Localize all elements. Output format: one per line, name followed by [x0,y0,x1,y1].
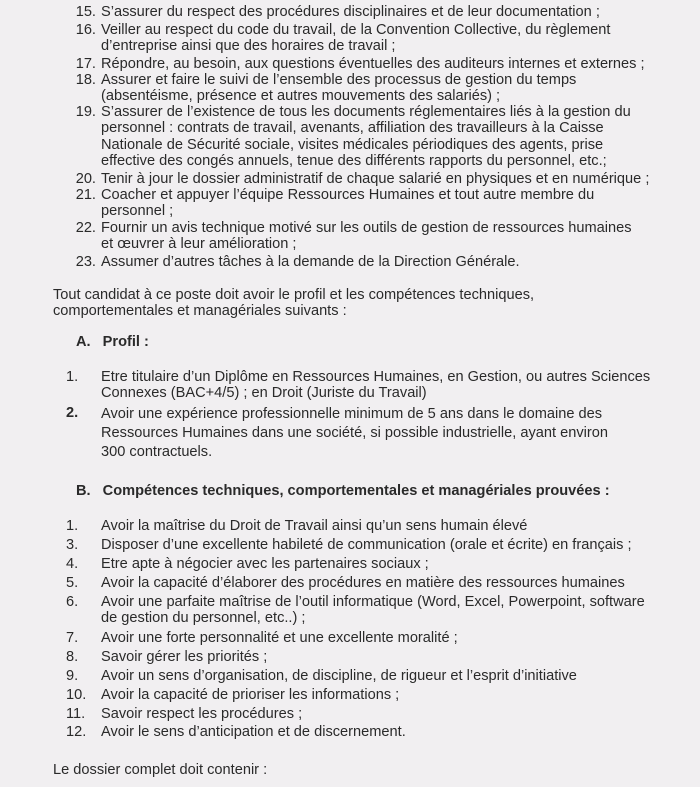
list-item-text: Etre titulaire d’un Diplôme en Ressources Humaines, en Gestion, ou autres Sciences Connexes (BAC+4/5) ; en Droit (Juriste du Travail) [101,369,651,402]
section-b-letter: B. [76,483,91,499]
list-item-text: Etre apte à négocier avec les partenaires sociaux ; [101,556,429,572]
list-item-number: 2. [66,405,79,421]
list-item-number: 7. [66,630,79,646]
list-item-number: 3. [66,537,79,553]
list-item-text: Assumer d’autres tâches à la demande de la Direction Générale. [101,254,520,270]
list-item-number: 23. [75,254,96,270]
list-item-number: 4. [66,556,79,572]
list-item-text: Avoir la maîtrise du Droit de Travail ainsi qu’un sens humain élevé [101,518,528,534]
list-item-number: 1. [66,518,79,534]
closing-line: Le dossier complet doit contenir : [53,762,268,778]
list-item-number: 9. [66,668,79,684]
list-item-number: 8. [66,649,79,665]
list-item-number: 11. [66,706,86,722]
list-item-text: S’assurer de l’existence de tous les documents réglementaires liés à la gestion du personnel : contrats de travail, avenants, affiliation des travailleurs à la Caisse Nationale de Sécurité sociale, visites médicales périodiques des agents, prise effective des congés annuels, tenue des différents rapports du personnel, etc.; [101,104,631,169]
list-item-text: Tenir à jour le dossier administratif de chaque salarié en physiques et en numérique ; [101,171,650,187]
list-item-number: 10. [66,687,87,703]
list-item-text: Fournir un avis technique motivé sur les outils de gestion de ressources humaines et œuvrer à leur amélioration ; [101,220,632,253]
section-a-letter: A. [76,334,91,350]
list-item-number: 15. [75,4,96,20]
section-a-title: Profil : [102,334,149,350]
list-item-text: Coacher et appuyer l’équipe Ressources Humaines et tout autre membre du personnel ; [101,187,595,220]
list-item-number: 12. [66,724,87,740]
list-item-number: 21. [75,187,96,203]
list-item-number: 1. [66,369,79,385]
list-item-text: Avoir la capacité de prioriser les informations ; [101,687,400,703]
list-item-text: Avoir un sens d’organisation, de discipline, de rigueur et l’esprit d’initiative [101,668,577,684]
list-item-text: S’assurer du respect des procédures disciplinaires et de leur documentation ; [101,4,600,20]
list-item-text: Savoir gérer les priorités ; [101,649,268,665]
section-a-heading [76,334,149,350]
list-item-text: Assurer et faire le suivi de l’ensemble des processus de gestion du temps (absentéisme, présence et autres mouvements des salariés) ; [101,72,577,105]
list-item-text: Avoir la capacité d’élaborer des procédures en matière des ressources humaines [101,575,625,591]
list-item-text: Répondre, au besoin, aux questions éventuelles des auditeurs internes et externes ; [101,56,645,72]
list-item-number: 19. [75,104,96,120]
list-item-text: Savoir respect les procédures ; [101,706,303,722]
list-item-number: 16. [75,22,96,38]
list-item-number: 20. [75,171,96,187]
section-b-heading [76,483,610,499]
intro-paragraph: Tout candidat à ce poste doit avoir le profil et les compétences techniques, comportementales et managériales suivants : [53,287,535,320]
list-item-text: Avoir une expérience professionnelle minimum de 5 ans dans le domaine des Ressources Humaines dans une société, si possible industrielle, ayant environ 300 contractuels. [101,406,608,460]
list-item-text: Avoir le sens d’anticipation et de discernement. [101,724,406,740]
list-item-number: 6. [66,594,79,610]
list-item-number: 5. [66,575,79,591]
list-item-number: 22. [75,220,96,236]
list-item-text: Avoir une parfaite maîtrise de l’outil informatique (Word, Excel, Powerpoint, software de gestion du personnel, etc..) ; [101,594,645,627]
list-item-number: 17. [75,56,96,72]
list-item-text: Disposer d’une excellente habileté de communication (orale et écrite) en français ; [101,537,632,553]
list-item-number: 18. [75,72,96,88]
list-item-text: Veiller au respect du code du travail, de la Convention Collective, du règlement d’entreprise ainsi que des horaires de travail ; [101,22,611,55]
list-item-text: Avoir une forte personnalité et une excellente moralité ; [101,630,458,646]
section-b-title: Compétences techniques, comportementales et managériales prouvées : [102,483,610,499]
